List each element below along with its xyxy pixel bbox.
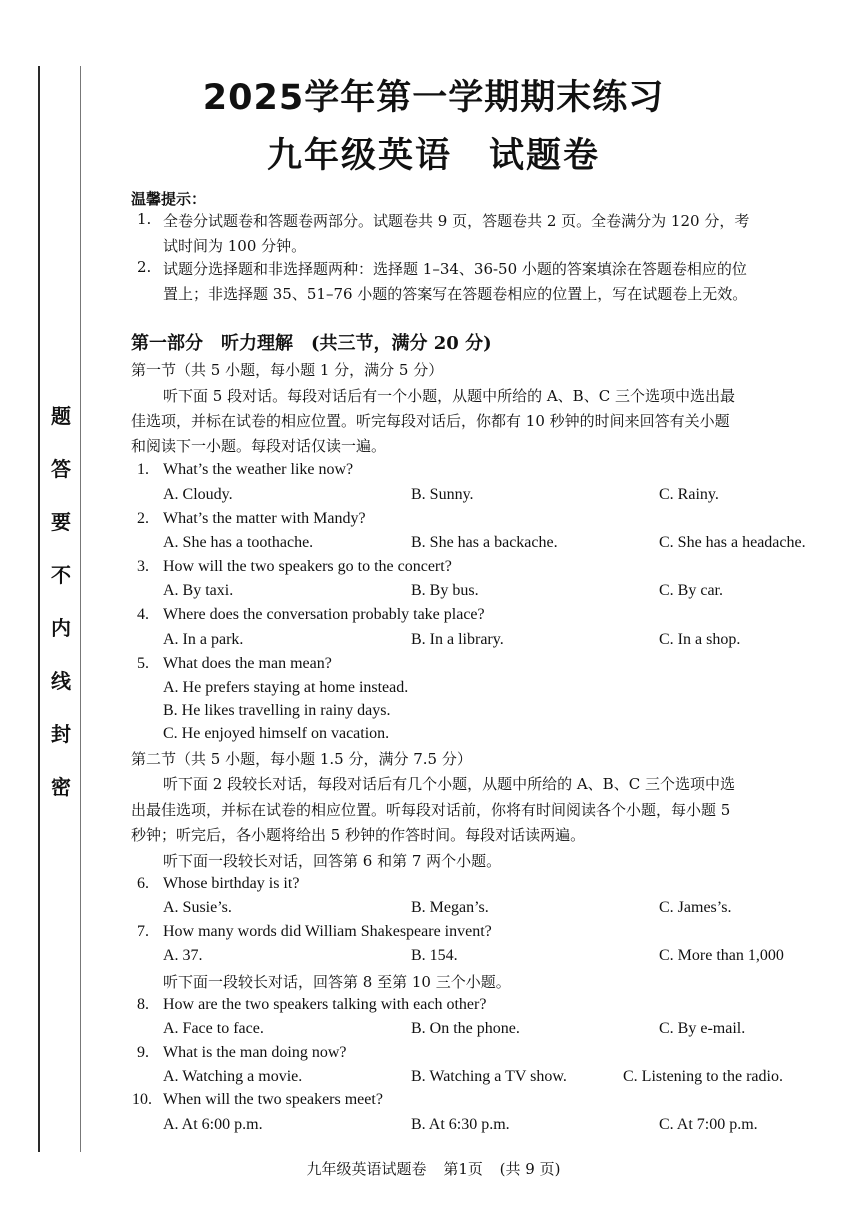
question-text: What’s the weather like now?	[163, 461, 354, 478]
binding-char: 题	[51, 404, 71, 428]
notice-item-number: 1.	[137, 210, 152, 228]
section-instruction: 听下面 5 段对话。每段对话后有一个小题，从题中所给的 A、B、C 三个选项中选出最	[163, 387, 735, 405]
option-a: A. Face to face.	[163, 1020, 264, 1037]
question-text: How will the two speakers go to the concert?	[163, 558, 452, 575]
question-number: 9.	[137, 1044, 149, 1061]
question-number: 6.	[137, 875, 149, 892]
notice-item-text: 全卷分试题卷和答题卷两部分。试题卷共 9 页，答题卷共 2 页。全卷满分为 120 分，考	[163, 212, 750, 230]
footer-total-pages: (共 9 页)	[499, 1160, 561, 1178]
footer-title: 九年级英语试题卷	[306, 1160, 427, 1178]
dialogue-instruction: 听下面一段较长对话，回答第 6 和第 7 两个小题。	[163, 852, 502, 870]
section-instruction: 秒钟；听完后，各小题将给出 5 秒钟的作答时间。每段对话读两遍。	[131, 826, 586, 844]
section-instruction: 出最佳选项，并标在试卷的相应位置。听每段对话前，你将有时间阅读各个小题，每小题 5	[131, 801, 731, 819]
question-text: What is the man doing now?	[163, 1044, 347, 1061]
binding-line	[38, 66, 40, 1152]
option-c: C. By e-mail.	[659, 1020, 746, 1037]
question-number: 10.	[132, 1091, 152, 1108]
section-instruction: 听下面 2 段较长对话，每段对话后有几个小题，从题中所给的 A、B、C 三个选项中选	[163, 775, 735, 793]
option-c: C. Listening to the radio.	[623, 1068, 783, 1085]
option-a: A. 37.	[163, 947, 203, 964]
option-b: B. By bus.	[411, 582, 479, 599]
question-number: 5.	[137, 655, 149, 672]
question-text: How many words did William Shakespeare invent?	[163, 923, 492, 940]
binding-char: 不	[51, 563, 71, 587]
section-instruction: 佳选项，并标在试卷的相应位置。听完每段对话后，你都有 10 秒钟的时间来回答有关小题	[131, 412, 730, 430]
dialogue-instruction: 听下面一段较长对话，回答第 8 至第 10 三个小题。	[163, 973, 511, 991]
option-b: B. On the phone.	[411, 1020, 520, 1037]
option-c: C. At 7:00 p.m.	[659, 1116, 758, 1133]
question-text: What does the man mean?	[163, 655, 332, 672]
binding-char: 线	[51, 669, 71, 693]
option-a: A. Cloudy.	[163, 486, 233, 503]
question-number: 4.	[137, 606, 149, 623]
option-b: B. 154.	[411, 947, 458, 964]
option-b: B. Watching a TV show.	[411, 1068, 567, 1085]
question-number: 3.	[137, 558, 149, 575]
part-heading: 第一部分 听力理解 (共三节，满分 20 分)	[131, 333, 492, 354]
section-heading: 第一节（共 5 小题，每小题 1 分，满分 5 分）	[131, 361, 444, 379]
binding-warning	[48, 405, 74, 798]
option-c: C. She has a headache.	[659, 534, 806, 551]
option-c: C. James’s.	[659, 899, 732, 916]
question-text: Whose birthday is it?	[163, 875, 300, 892]
binding-line-inner	[80, 66, 81, 1152]
question-number: 8.	[137, 996, 149, 1013]
option-b: B. At 6:30 p.m.	[411, 1116, 510, 1133]
option-b: B. In a library.	[411, 631, 504, 648]
option-b: B. Megan’s.	[411, 899, 489, 916]
notice-item-text: 置上；非选择题 35、51–76 小题的答案写在答题卷相应的位置上，写在试题卷上无效。	[163, 285, 748, 303]
question-number: 1.	[137, 461, 149, 478]
option-c: C. By car.	[659, 582, 723, 599]
question-text: When will the two speakers meet?	[163, 1091, 383, 1108]
section-heading: 第二节（共 5 小题，每小题 1.5 分，满分 7.5 分）	[131, 750, 472, 768]
option-c: C. Rainy.	[659, 486, 719, 503]
exam-subtitle: 九年级英语 试题卷	[266, 136, 600, 176]
option-a: A. In a park.	[163, 631, 244, 648]
option-a: A. Watching a movie.	[163, 1068, 303, 1085]
binding-char: 内	[51, 616, 71, 640]
question-text: How are the two speakers talking with each other?	[163, 996, 487, 1013]
option-c: C. He enjoyed himself on vacation.	[163, 725, 390, 742]
question-number: 7.	[137, 923, 149, 940]
footer-page-number: 第1页	[443, 1160, 483, 1178]
option-c: C. In a shop.	[659, 631, 741, 648]
page-footer	[0, 1158, 867, 1179]
option-a: A. By taxi.	[163, 582, 234, 599]
binding-char: 要	[51, 510, 71, 534]
option-a: A. At 6:00 p.m.	[163, 1116, 263, 1133]
question-text: What’s the matter with Mandy?	[163, 510, 366, 527]
section-instruction: 和阅读下一小题。每段对话仅读一遍。	[131, 437, 387, 455]
option-a: A. Susie’s.	[163, 899, 232, 916]
notice-item-number: 2.	[137, 258, 152, 276]
option-c: C. More than 1,000	[659, 947, 784, 964]
binding-char: 答	[51, 457, 71, 481]
binding-char: 密	[51, 775, 71, 799]
exam-title: 2025学年第一学期期末练习	[202, 78, 665, 118]
option-a: A. She has a toothache.	[163, 534, 314, 551]
notice-label: 温馨提示：	[131, 190, 207, 208]
question-number: 2.	[137, 510, 149, 527]
notice-item-text: 试题分选择题和非选择题两种：选择题 1–34、36-50 小题的答案填涂在答题卷相应的位	[163, 260, 747, 278]
option-a: A. He prefers staying at home instead.	[163, 679, 409, 696]
question-text: Where does the conversation probably take place?	[163, 606, 485, 623]
option-b: B. She has a backache.	[411, 534, 558, 551]
notice-item-text: 试时间为 100 分钟。	[163, 237, 307, 255]
option-b: B. Sunny.	[411, 486, 474, 503]
binding-char: 封	[51, 722, 71, 746]
option-b: B. He likes travelling in rainy days.	[163, 702, 391, 719]
